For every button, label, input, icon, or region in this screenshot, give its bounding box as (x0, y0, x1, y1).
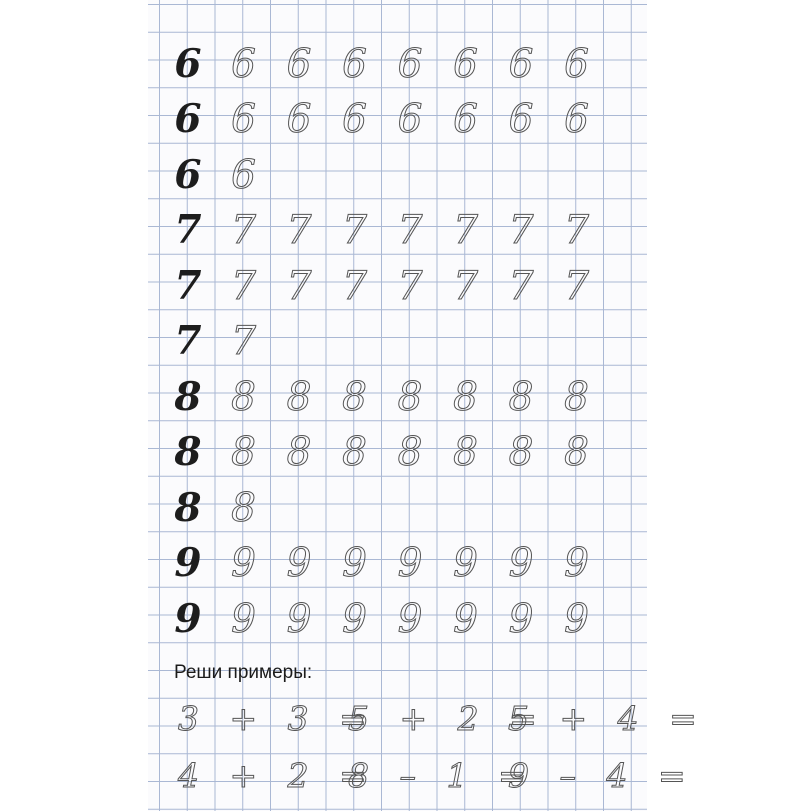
trace-digit: 9 (231, 596, 256, 642)
trace-digit: 7 (231, 319, 256, 364)
trace-digit: 7 (231, 263, 256, 309)
trace-digit: 8 (453, 374, 478, 420)
trace-digit: 7 (564, 208, 589, 253)
digit-row (148, 36, 647, 92)
trace-digit: 7 (286, 208, 312, 253)
math-example: 3 + 3 = (178, 698, 377, 738)
trace-digit: 6 (453, 97, 478, 142)
trace-digit: 8 (564, 374, 589, 420)
sample-digit: 8 (174, 373, 202, 420)
trace-digit: 6 (508, 97, 534, 142)
trace-digit: 8 (286, 430, 312, 475)
trace-digit: 6 (231, 97, 256, 142)
trace-digit: 8 (453, 430, 478, 475)
digit-row (148, 258, 647, 314)
trace-digit: 6 (508, 41, 534, 87)
trace-digit: 9 (397, 596, 423, 642)
math-example: 8 – 1 = (348, 755, 536, 795)
math-example: 5 + 2 = (348, 698, 547, 738)
sample-digit: 6 (174, 96, 202, 142)
trace-digit: 6 (231, 41, 256, 87)
trace-digit: 7 (397, 263, 423, 309)
sample-digit: 6 (174, 151, 202, 198)
trace-digit: 9 (453, 596, 478, 642)
trace-digit: 6 (397, 41, 423, 87)
sample-digit: 7 (174, 318, 202, 364)
trace-digit: 7 (397, 208, 423, 253)
trace-digit: 6 (564, 41, 589, 87)
digit-row (148, 369, 647, 425)
trace-digit: 9 (508, 541, 534, 586)
trace-digit: 9 (397, 541, 423, 586)
digit-row (148, 314, 647, 370)
trace-digit: 8 (397, 374, 423, 420)
digit-row (148, 536, 647, 592)
trace-digit: 9 (342, 541, 367, 586)
trace-digit: 6 (231, 152, 256, 198)
sample-digit: 7 (174, 262, 202, 309)
sample-digit: 8 (174, 484, 202, 531)
trace-digit: 9 (231, 541, 256, 586)
sample-digit: 9 (174, 540, 202, 586)
trace-digit: 9 (286, 596, 312, 642)
trace-digit: 8 (231, 374, 256, 420)
trace-digit: 6 (342, 41, 367, 87)
digit-row (148, 425, 647, 481)
sample-digit: 9 (174, 595, 202, 642)
trace-digit: 7 (342, 263, 367, 309)
trace-digit: 8 (508, 374, 534, 420)
trace-digit: 7 (453, 208, 478, 253)
trace-digit: 8 (231, 485, 256, 531)
trace-digit: 6 (564, 97, 589, 142)
trace-digit: 7 (508, 263, 534, 309)
math-example: 5 + 4 = (508, 698, 707, 738)
digit-row (148, 92, 647, 148)
trace-digit: 6 (286, 97, 312, 142)
trace-digit: 8 (508, 430, 534, 475)
trace-digit: 8 (397, 430, 423, 475)
grid-paper-sheet (148, 0, 707, 811)
digit-row (148, 147, 647, 203)
math-example: 4 + 2 = (178, 755, 377, 795)
digit-row (148, 591, 647, 647)
section-title: Реши примеры: (174, 662, 313, 683)
trace-digit: 6 (286, 41, 312, 87)
trace-digit: 9 (453, 541, 478, 586)
trace-digit: 6 (397, 97, 423, 142)
trace-digit: 7 (286, 263, 312, 309)
trace-digit: 7 (508, 208, 534, 253)
trace-digit: 9 (564, 596, 589, 642)
trace-digit: 9 (342, 596, 367, 642)
sample-digit: 6 (174, 40, 202, 87)
trace-digit: 8 (231, 430, 256, 475)
sample-digit: 7 (174, 207, 202, 253)
trace-digit: 7 (453, 263, 478, 309)
trace-digit: 8 (564, 430, 589, 475)
sample-digit: 8 (174, 429, 202, 475)
digit-row (148, 203, 647, 259)
math-example: 9 – 4 = (508, 755, 696, 795)
trace-digit: 6 (342, 97, 367, 142)
trace-digit: 8 (342, 430, 367, 475)
trace-digit: 9 (286, 541, 312, 586)
trace-digit: 9 (564, 541, 589, 586)
trace-digit: 8 (342, 374, 367, 420)
trace-digit: 7 (564, 263, 589, 309)
digit-row (148, 480, 647, 536)
trace-digit: 9 (508, 596, 534, 642)
trace-digit: 8 (286, 374, 312, 420)
trace-digit: 6 (453, 41, 478, 87)
trace-digit: 7 (342, 208, 367, 253)
trace-digit: 7 (231, 208, 256, 253)
